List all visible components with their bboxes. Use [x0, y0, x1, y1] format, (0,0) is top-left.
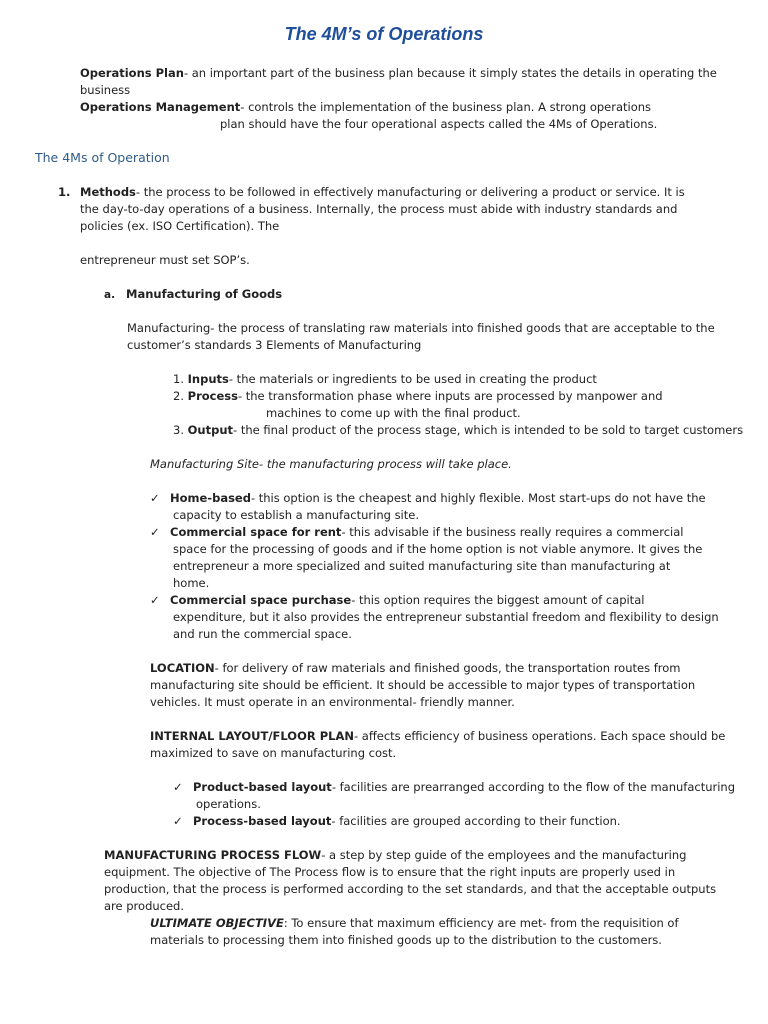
manufacturing-definition-2: customer’s standards 3 Elements of Manufacturing [127, 338, 422, 352]
operations-management-term: Operations Management [80, 100, 241, 114]
operations-plan-definition: - an important part of the business plan because it simply states the details in operating the [183, 66, 717, 80]
layout-type-text: operations. [196, 797, 261, 811]
operations-management-line-2: plan should have the four operational aspects called the 4Ms of Operations. [220, 117, 658, 131]
site-option-home-based [150, 490, 706, 507]
operations-plan-line-2: business [80, 83, 131, 97]
operations-plan-line [80, 65, 717, 82]
subsection-heading [104, 286, 282, 304]
site-option-text: entrepreneur a more specialized and suited manufacturing site than manufacturing at [173, 559, 671, 573]
site-option-purchase [150, 592, 644, 609]
internal-layout-term: INTERNAL LAYOUT/FLOOR PLAN [150, 729, 354, 743]
process-flow-text: production, that the process is performed according to the set standards, and that the acceptable outputs [104, 882, 717, 896]
checkmark-icon: ✓ [173, 780, 183, 794]
element-number: 3. [173, 423, 184, 437]
layout-type-term: Product-based layout [193, 780, 332, 794]
location-text: manufacturing site should be efficient. It should be accessible to major types of transportation [150, 678, 696, 692]
element-text: - the materials or ingredients to be used in creating the product [228, 372, 597, 386]
process-flow-term: MANUFACTURING PROCESS FLOW [104, 848, 322, 862]
layout-type-product [173, 779, 735, 796]
element-number: 2. [173, 389, 184, 403]
methods-definition: - the process to be followed in effectively manufacturing or delivering a product or service. It is [135, 185, 685, 199]
process-flow-text: - a step by step guide of the employees and the manufacturing [321, 848, 687, 862]
site-option-text: and run the commercial space. [173, 627, 352, 641]
methods-term: Methods [80, 185, 136, 199]
process-flow-text: equipment. The objective of The Process flow is to ensure that the right inputs are properly used in [104, 865, 676, 879]
element-inputs [173, 371, 597, 388]
site-option-text: space for the processing of goods and if the home option is not viable anymore. It gives the [173, 542, 703, 556]
element-text: - the final product of the process stage, which is intended to be sold to target customers [233, 423, 744, 437]
element-term: Output [187, 423, 234, 437]
operations-management-line [80, 99, 651, 116]
element-term: Process [187, 389, 238, 403]
methods-line [58, 184, 685, 201]
layout-type-process [173, 813, 621, 830]
methods-number: 1. [58, 185, 71, 199]
subsection-letter: a. [104, 289, 116, 301]
location-text: - for delivery of raw materials and finished goods, the transportation routes from [214, 661, 681, 675]
site-option-term: Home-based [170, 491, 251, 505]
methods-line-4: entrepreneur must set SOP’s. [80, 253, 250, 267]
operations-management-definition: - controls the implementation of the business plan. A strong operations [240, 100, 652, 114]
location-paragraph [150, 660, 681, 677]
site-option-rent [150, 524, 683, 541]
layout-type-text: - facilities are grouped according to their function. [331, 814, 621, 828]
ultimate-objective-text: materials to processing them into finished goods up to the distribution to the customers. [150, 933, 662, 947]
ultimate-objective-paragraph [150, 915, 679, 932]
checkmark-icon: ✓ [150, 593, 160, 607]
methods-line-3: policies (ex. ISO Certification). The [80, 219, 280, 233]
site-option-term: Commercial space purchase [170, 593, 352, 607]
checkmark-icon: ✓ [150, 525, 160, 539]
manufacturing-site-intro: Manufacturing Site- the manufacturing process will take place. [150, 457, 512, 471]
layout-type-term: Process-based layout [193, 814, 332, 828]
subsection-title: Manufacturing of Goods [126, 287, 283, 301]
site-option-text: capacity to establish a manufacturing site. [173, 508, 419, 522]
site-option-term: Commercial space for rent [170, 525, 342, 539]
element-text: - the transformation phase where inputs are processed by manpower and [237, 389, 663, 403]
element-output [173, 422, 743, 439]
site-option-text: - this advisable if the business really requires a commercial [341, 525, 684, 539]
internal-layout-paragraph [150, 728, 725, 745]
page-title: The 4M’s of Operations [284, 24, 484, 44]
location-term: LOCATION [150, 661, 215, 675]
ultimate-objective-text: : To ensure that maximum efficiency are met- from the requisition of [283, 916, 679, 930]
ultimate-objective-term: ULTIMATE OBJECTIVE [150, 916, 284, 930]
site-option-text: - this option is the cheapest and highly flexible. Most start-ups do not have the [250, 491, 706, 505]
site-option-text: - this option requires the biggest amount of capital [351, 593, 645, 607]
element-term: Inputs [187, 372, 229, 386]
methods-line-2: the day-to-day operations of a business. Internally, the process must abide with industry standards and [80, 202, 678, 216]
site-option-text: home. [173, 576, 210, 590]
process-flow-paragraph [104, 847, 686, 864]
layout-type-text: - facilities are prearranged according to the flow of the manufacturing [331, 780, 736, 794]
element-number: 1. [173, 372, 184, 386]
manufacturing-definition: Manufacturing- the process of translating raw materials into finished goods that are acceptable to the [127, 321, 715, 335]
site-option-text: expenditure, but it also provides the entrepreneur substantial freedom and flexibility to design [173, 610, 719, 624]
element-process-line-2: machines to come up with the final product. [266, 406, 521, 420]
internal-layout-text: - affects efficiency of business operations. Each space should be [354, 729, 726, 743]
location-text: vehicles. It must operate in an environmental- friendly manner. [150, 695, 515, 709]
section-heading: The 4Ms of Operation [35, 150, 170, 165]
operations-plan-term: Operations Plan [80, 66, 184, 80]
internal-layout-text: maximized to save on manufacturing cost. [150, 746, 397, 760]
checkmark-icon: ✓ [150, 491, 160, 505]
checkmark-icon: ✓ [173, 814, 183, 828]
element-process [173, 388, 663, 405]
process-flow-text: are produced. [104, 899, 185, 913]
